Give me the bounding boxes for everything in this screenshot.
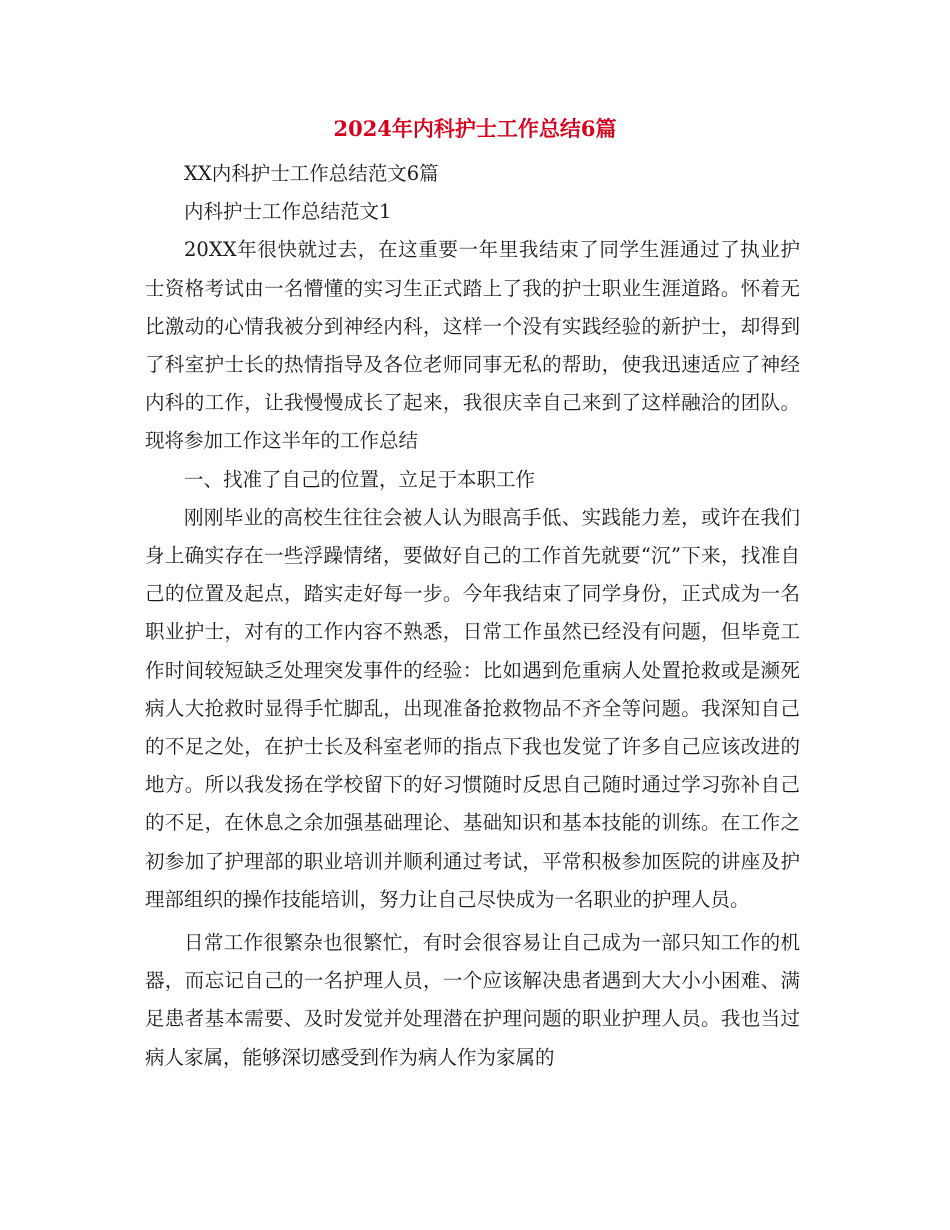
section-heading: 一、找准了自己的位置，立足于本职工作: [184, 467, 536, 491]
body-paragraph: 日常工作很繁杂也很繁忙，有时会很容易让自己成为一部只知工作的机器，而忘记自己的一名护理人员，一个应该解决患者遇到大大小小困难、满足患者基本需要、及时发觉并处理潜在护理问题的职业护理人员。我也当过病人家属，能够深切感受到作为病人作为家属的: [145, 931, 800, 1069]
document-body: [145, 155, 800, 1077]
section-heading: 内科护士工作总结范文1: [184, 200, 392, 224]
document-title: 2024年内科护士工作总结6篇: [333, 116, 617, 141]
body-paragraph: 20XX年很快就过去，在这重要一年里我结束了同学生涯通过了执业护士资格考试由一名懵懂的实习生正式踏上了我的护士职业生涯道路。怀着无比激动的心情我被分到神经内科，这样一个没有实践经验的新护士，却得到了科室护士长的热情指导及各位老师同事无私的帮助，使我迅速适应了神经内科的工作，让我慢慢成长了起来，我很庆幸自己来到了这样融洽的团队。现将参加工作这半年的工作总结: [145, 238, 800, 453]
body-paragraph: 刚刚毕业的高校生往往会被人认为眼高手低、实践能力差，或许在我们身上确实存在一些浮躁情绪，要做好自己的工作首先就要“沉”下来，找准自己的位置及起点，踏实走好每一步。今年我结束了同学身份，正式成为一名职业护士，对有的工作内容不熟悉，日常工作虽然已经没有问题，但毕竟工作时间较短缺乏处理突发事件的经验：比如遇到危重病人处置抢救或是濒死病人大抢救时显得手忙脚乱，出现准备抢救物品不齐全等问题。我深知自己的不足之处，在护士长及科室老师的指点下我也发觉了许多自己应该改进的地方。所以我发扬在学校留下的好习惯随时反思自己随时通过学习弥补自己的不足，在休息之余加强基础理论、基础知识和基本技能的训练。在工作之初参加了护理部的职业培训并顺利通过考试，平常积极参加医院的讲座及护理部组织的操作技能培训，努力让自己尽快成为一名职业的护理人员。: [145, 505, 800, 911]
document-subtitle: XX内科护士工作总结范文6篇: [184, 162, 439, 185]
